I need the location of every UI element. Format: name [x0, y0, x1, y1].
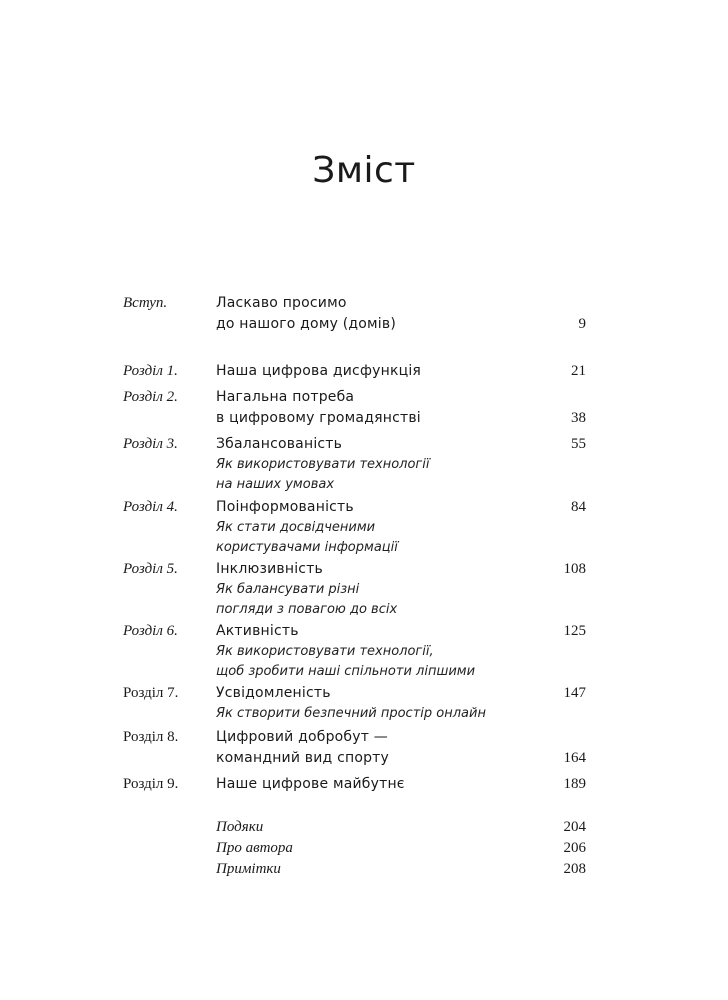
entry-label: Розділ 9. — [123, 776, 179, 792]
entry-subtitle: Як використовувати технології — [216, 457, 430, 472]
entry-page: 55 — [571, 436, 586, 452]
entry-label: Вступ. — [123, 295, 168, 311]
entry-page: 84 — [571, 499, 586, 515]
entry-subtitle-cont: користувачами інформації — [216, 540, 398, 555]
entry-title: Ласкаво просимо — [216, 295, 347, 311]
entry-title: Примітки — [216, 861, 281, 877]
entry-page: 108 — [563, 561, 586, 577]
entry-label: Розділ 3. — [123, 436, 178, 452]
entry-label: Розділ 2. — [123, 389, 178, 405]
entry-title: Збалансованість — [216, 436, 343, 452]
entry-page: 9 — [578, 316, 586, 332]
entry-label: Розділ 6. — [123, 623, 178, 639]
entry-page: 204 — [563, 819, 586, 835]
page-title: Зміст — [312, 150, 416, 191]
entry-title: Про автора — [216, 840, 293, 856]
entry-page: 147 — [563, 685, 586, 701]
entry-page: 125 — [563, 623, 586, 639]
entry-title: Цифровий добробут — — [216, 729, 388, 745]
entry-title: Подяки — [216, 819, 264, 835]
entry-title: Усвідомленість — [216, 685, 331, 701]
entry-subtitle-cont: на наших умовах — [216, 477, 335, 492]
entry-label: Розділ 7. — [123, 685, 179, 701]
entry-title: Активність — [216, 623, 299, 639]
entry-title: Наше цифрове майбутнє — [216, 776, 405, 792]
entry-page: 38 — [571, 410, 586, 426]
entry-page: 189 — [563, 776, 586, 792]
entry-title: Нагальна потреба — [216, 389, 355, 405]
entry-title: Поінформованість — [216, 499, 354, 515]
entry-subtitle: Як балансувати різні — [216, 582, 360, 597]
entry-title: Інклюзивність — [216, 561, 324, 577]
entry-subtitle: Як використовувати технології, — [216, 644, 434, 659]
entry-page: 21 — [571, 363, 586, 379]
entry-page: 208 — [563, 861, 586, 877]
entry-label: Розділ 4. — [123, 499, 178, 515]
entry-subtitle-cont: щоб зробити наші спільноти ліпшими — [216, 664, 476, 679]
entry-label: Розділ 8. — [123, 729, 179, 745]
entry-subtitle: Як створити безпечний простір онлайн — [216, 706, 486, 721]
entry-page: 164 — [563, 750, 586, 766]
entry-title: Наша цифрова дисфункція — [216, 363, 422, 379]
entry-title-cont: командний вид спорту — [216, 750, 390, 766]
entry-label: Розділ 1. — [123, 363, 178, 379]
entry-title-cont: до нашого дому (домів) — [216, 316, 396, 332]
entry-page: 206 — [563, 840, 586, 856]
entry-title-cont: в цифровому громадянстві — [216, 410, 421, 426]
entry-label: Розділ 5. — [123, 561, 178, 577]
entry-subtitle: Як стати досвідченими — [216, 520, 376, 535]
entry-subtitle-cont: погляди з повагою до всіх — [216, 602, 398, 617]
